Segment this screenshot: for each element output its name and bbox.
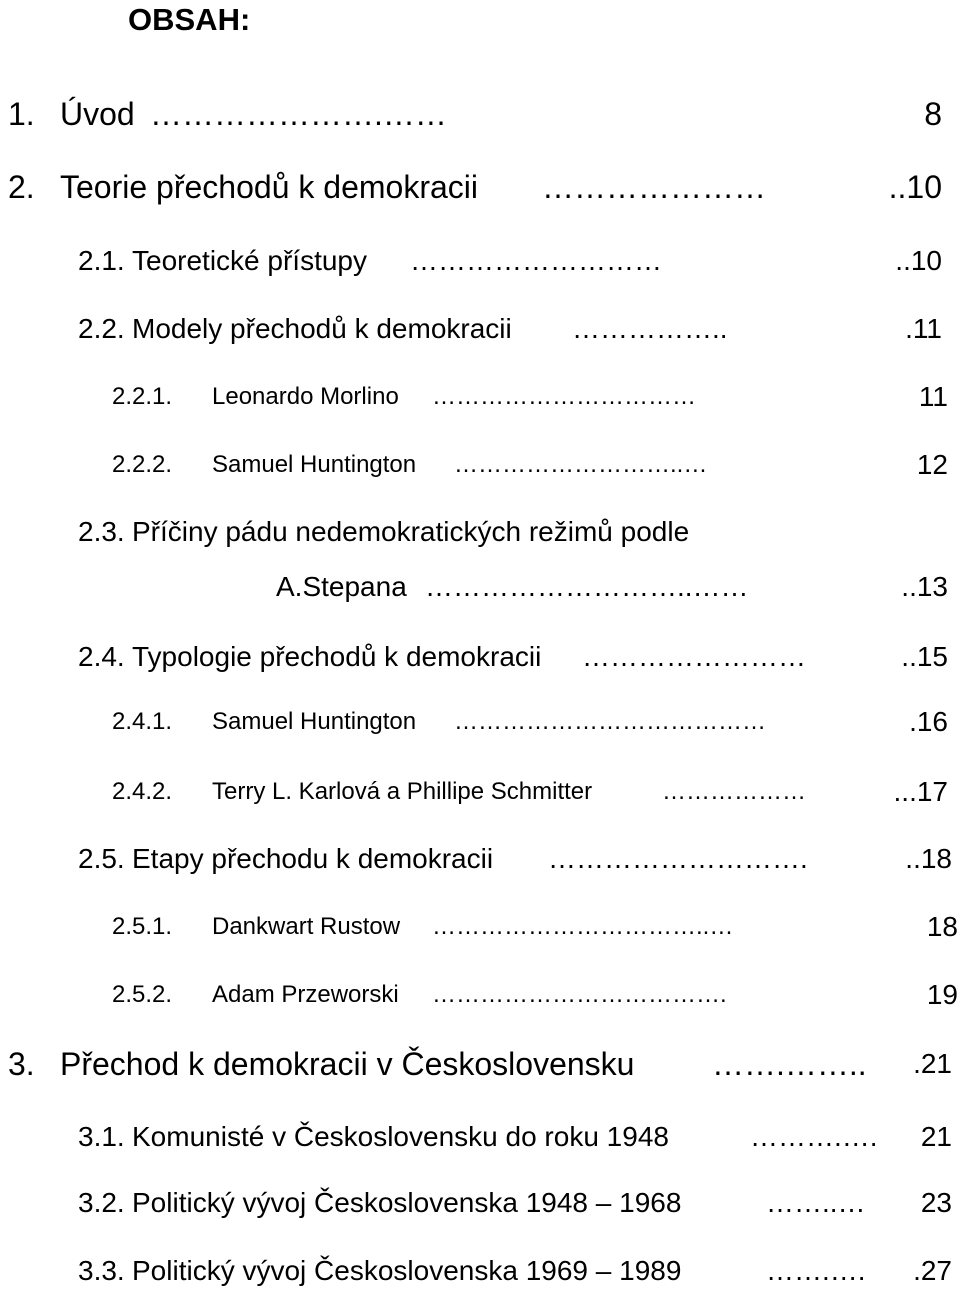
toc-entry-leader: …………………………… [432, 383, 696, 410]
toc-entry [0, 777, 960, 811]
toc-entry [0, 640, 960, 678]
toc-entry-title: Úvod [60, 96, 135, 132]
toc-entry-title: Přechod k demokracii v Československu [60, 1046, 635, 1082]
toc-entry [0, 244, 960, 282]
toc-entry-leader: ……………………………..… [432, 913, 734, 940]
toc-entry-leader: ……….…. [750, 1121, 878, 1152]
toc-entry [0, 1120, 960, 1158]
toc-entry-title: Leonardo Morlino [212, 383, 399, 410]
page-title: OBSAH: [128, 2, 251, 37]
toc-entry-number: 3.2. [78, 1187, 125, 1218]
toc-entry-page: 8 [924, 96, 942, 132]
toc-entry-title: Etapy přechodu k demokracii [132, 843, 494, 874]
toc-entry-number: 2.5.2. [112, 981, 173, 1008]
toc-entry [0, 450, 960, 484]
toc-entry-title: Typologie přechodů k demokracii [132, 641, 542, 672]
toc-entry-leader: ……………………… [410, 245, 662, 276]
toc-entry-number: 2.4.1. [112, 708, 173, 735]
toc-entry-page: ...17 [893, 776, 948, 807]
toc-entry-number: 3.3. [78, 1255, 125, 1286]
toc-entry-leader: ………………………………. [432, 981, 727, 1008]
toc-entry [0, 1254, 960, 1292]
toc-entry [0, 1045, 960, 1087]
toc-entry-number: 2.1. [78, 245, 125, 276]
toc-entry-number: 2.2. [78, 313, 125, 344]
toc-entry-number: 2.2.1. [112, 383, 173, 410]
toc-entry-number: 2.2.2. [112, 451, 173, 478]
toc-entry [0, 168, 960, 210]
toc-entry [0, 95, 960, 137]
toc-entry-leader: …….…. [766, 1255, 866, 1286]
toc-entry-page: .16 [909, 706, 948, 737]
toc-entry-title: A.Stepana [276, 571, 407, 602]
toc-entry-page: ..18 [905, 843, 952, 874]
toc-entry-number: 2.3. [78, 516, 125, 547]
toc-entry-title: Komunisté v Československu do roku 1948 [132, 1121, 669, 1152]
toc-entry-leader: …….…….. [712, 1046, 867, 1082]
toc-entry-leader: ………………………..… [454, 451, 708, 478]
toc-entry-number: 3.1. [78, 1121, 125, 1152]
toc-entry-number: 2.5.1. [112, 913, 173, 940]
toc-entry [0, 515, 960, 553]
toc-entry-title: Teorie přechodů k demokracii [60, 169, 478, 205]
toc-entry [0, 570, 960, 608]
toc-entry-leader: ………………….…… [150, 96, 447, 132]
toc-entry-page: .27 [913, 1255, 952, 1286]
toc-entry-page: ..10 [888, 169, 942, 205]
toc-entry [0, 842, 960, 880]
toc-entry-leader: ……………… [662, 778, 806, 805]
toc-entry-number: 2.4.2. [112, 778, 173, 805]
toc-entry [0, 912, 960, 946]
toc-entry-page: 23 [920, 1187, 952, 1218]
toc-entry-leader: ………………… [542, 169, 766, 205]
toc-entry-title: Modely přechodů k demokracii [132, 313, 512, 344]
toc-entry-page: 18 [926, 911, 958, 942]
toc-entry-number: 1. [8, 96, 35, 132]
toc-entry-title: Teoretické přístupy [132, 245, 367, 276]
toc-entry-page: 19 [926, 979, 958, 1010]
toc-entry [0, 312, 960, 350]
toc-entry-title: Terry L. Karlová a Phillipe Schmitter [212, 778, 593, 805]
toc-entry-leader: ……..… [766, 1187, 866, 1218]
toc-entry-title: Příčiny pádu nedemokratických režimů podle [132, 516, 690, 547]
toc-entry-page: .11 [905, 313, 942, 344]
toc-entry-leader: …………….. [572, 313, 728, 344]
toc-entry-title: Politický vývoj Československa 1969 – 1989 [132, 1255, 682, 1286]
toc-entry [0, 707, 960, 741]
toc-entry-page: ..13 [901, 571, 948, 602]
toc-entry [0, 1186, 960, 1224]
toc-entry-leader: ………………………. [548, 843, 808, 874]
toc-entry-page: 21 [920, 1121, 952, 1152]
toc-entry-title: Samuel Huntington [212, 708, 417, 735]
toc-entry-title: Politický vývoj Československa 1948 – 1968 [132, 1187, 682, 1218]
toc-entry-leader: ………………………………… [454, 708, 766, 735]
toc-entry-number: 2. [8, 169, 35, 205]
toc-entry-page: .21 [913, 1048, 952, 1079]
toc-entry-page: 11 [918, 381, 948, 412]
toc-entry-page: ..10 [895, 245, 942, 276]
toc-entry-page: ..15 [901, 641, 948, 672]
toc-entry-title: Dankwart Rustow [212, 913, 401, 940]
toc-entry [0, 980, 960, 1014]
toc-entry-number: 2.5. [78, 843, 125, 874]
toc-entry-title: Adam Przeworski [212, 981, 399, 1008]
toc-entry-title: Samuel Huntington [212, 451, 417, 478]
toc-entry-leader: …………………… [582, 641, 806, 672]
toc-entry-page: 12 [916, 449, 948, 480]
toc-entry-leader: ………………………..…… [425, 571, 749, 602]
toc-entry [0, 382, 960, 416]
toc-entry-number: 3. [8, 1046, 35, 1082]
toc-entry-number: 2.4. [78, 641, 125, 672]
